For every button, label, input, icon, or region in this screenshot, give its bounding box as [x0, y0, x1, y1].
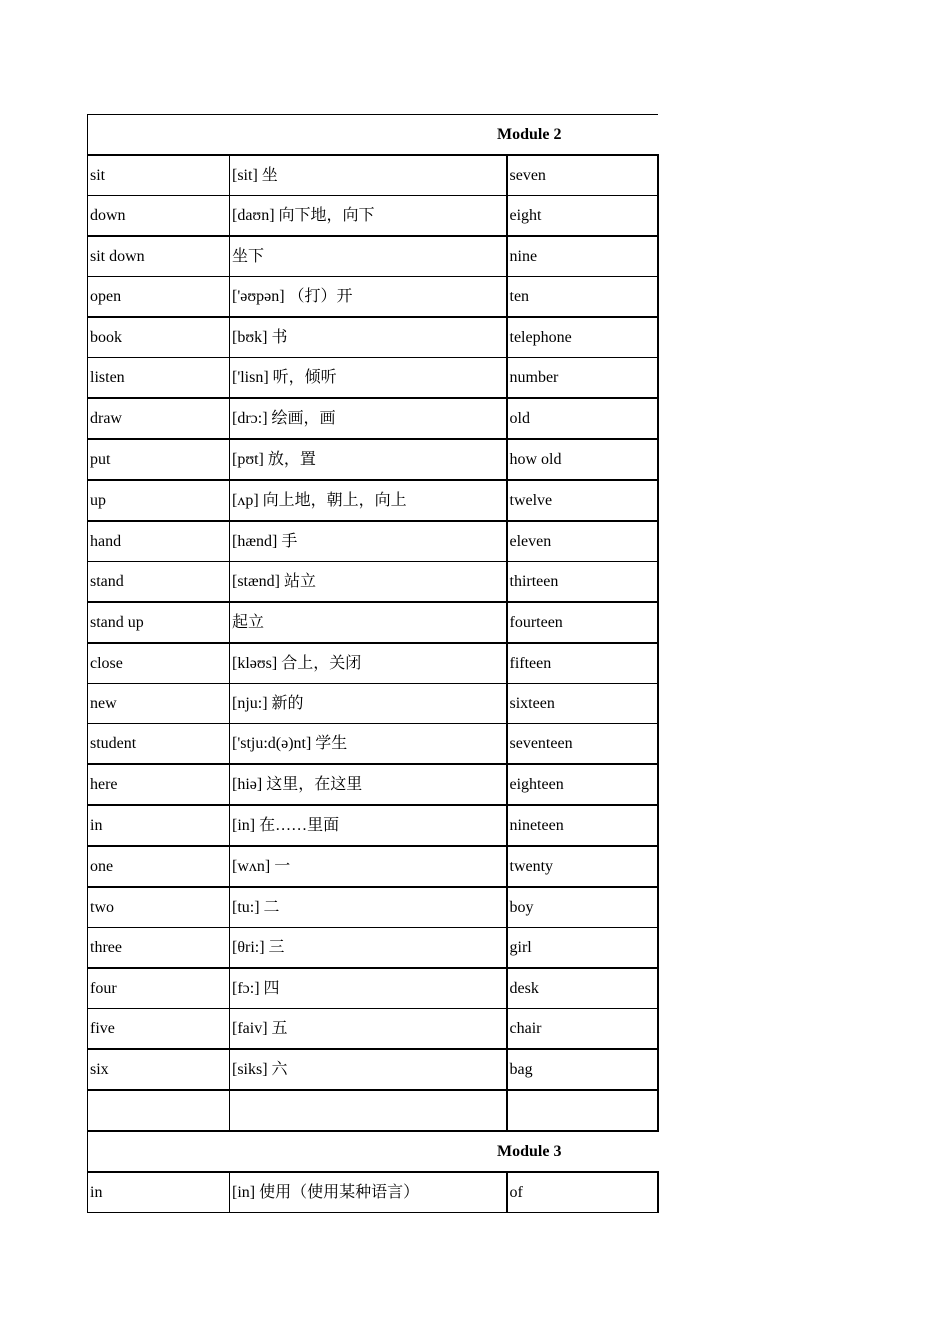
- definition-cell: [nju:] 新的: [230, 684, 507, 724]
- extra-word-cell: sixteen: [507, 684, 658, 724]
- extra-word-cell: eleven: [507, 521, 658, 562]
- extra-word-cell: chair: [507, 1009, 658, 1050]
- word-cell: up: [88, 480, 230, 521]
- extra-word-cell: telephone: [507, 317, 658, 358]
- vocabulary-row: [88, 1172, 658, 1213]
- word-cell: sit: [88, 155, 230, 196]
- extra-word-cell: twenty: [507, 846, 658, 887]
- vocabulary-row: [88, 805, 658, 846]
- vocabulary-row: [88, 1009, 658, 1050]
- word-cell: sit down: [88, 236, 230, 277]
- extra-word-cell: eighteen: [507, 764, 658, 805]
- word-cell: here: [88, 764, 230, 805]
- word-cell: draw: [88, 398, 230, 439]
- extra-word-cell: ten: [507, 277, 658, 318]
- word-cell: student: [88, 724, 230, 765]
- vocabulary-row: [88, 643, 658, 684]
- extra-word-cell: number: [507, 358, 658, 399]
- vocabulary-row: [88, 521, 658, 562]
- vocabulary-row: [88, 277, 658, 318]
- module-header-row: [88, 115, 658, 156]
- definition-cell: [drɔ:] 绘画，画: [230, 398, 507, 439]
- word-cell: five: [88, 1009, 230, 1050]
- vocabulary-row: [88, 764, 658, 805]
- definition-cell: [stænd] 站立: [230, 562, 507, 603]
- extra-word-cell: old: [507, 398, 658, 439]
- module-title: Module 2: [497, 126, 562, 143]
- definition-cell: [230, 1090, 507, 1131]
- word-cell: close: [88, 643, 230, 684]
- vocabulary-table-body: [88, 115, 658, 1213]
- vocabulary-row: [88, 562, 658, 603]
- definition-cell: ['lisn] 听，倾听: [230, 358, 507, 399]
- module-header-cell: [88, 1131, 658, 1172]
- word-cell: book: [88, 317, 230, 358]
- extra-word-cell: seven: [507, 155, 658, 196]
- word-cell: in: [88, 805, 230, 846]
- extra-word-cell: of: [507, 1172, 658, 1213]
- extra-word-cell: eight: [507, 196, 658, 237]
- vocabulary-row: [88, 887, 658, 928]
- extra-word-cell: bag: [507, 1049, 658, 1090]
- vocabulary-row: [88, 602, 658, 643]
- definition-cell: [pʊt] 放，置: [230, 439, 507, 480]
- vocabulary-table: [87, 114, 659, 1213]
- extra-word-cell: thirteen: [507, 562, 658, 603]
- vocabulary-row: [88, 155, 658, 196]
- word-cell: four: [88, 968, 230, 1009]
- word-cell: [88, 1090, 230, 1131]
- word-cell: down: [88, 196, 230, 237]
- vocabulary-row: [88, 684, 658, 724]
- definition-cell: [siks] 六: [230, 1049, 507, 1090]
- word-cell: stand up: [88, 602, 230, 643]
- extra-word-cell: twelve: [507, 480, 658, 521]
- word-cell: three: [88, 928, 230, 969]
- definition-cell: ['stju:d(ə)nt] 学生: [230, 724, 507, 765]
- definition-cell: [hænd] 手: [230, 521, 507, 562]
- word-cell: open: [88, 277, 230, 318]
- definition-cell: [daʊn] 向下地，向下: [230, 196, 507, 237]
- definition-cell: 坐下: [230, 236, 507, 277]
- definition-cell: [θri:] 三: [230, 928, 507, 969]
- definition-cell: [wʌn] 一: [230, 846, 507, 887]
- word-cell: put: [88, 439, 230, 480]
- word-cell: stand: [88, 562, 230, 603]
- vocabulary-row: [88, 480, 658, 521]
- vocabulary-row: [88, 928, 658, 969]
- extra-word-cell: fifteen: [507, 643, 658, 684]
- definition-cell: [sit] 坐: [230, 155, 507, 196]
- vocabulary-row: [88, 398, 658, 439]
- definition-cell: [in] 使用（使用某种语言）: [230, 1172, 507, 1213]
- vocabulary-row: [88, 846, 658, 887]
- extra-word-cell: boy: [507, 887, 658, 928]
- definition-cell: 起立: [230, 602, 507, 643]
- vocabulary-row: [88, 196, 658, 237]
- definition-cell: ['əʊpən] （打）开: [230, 277, 507, 318]
- extra-word-cell: desk: [507, 968, 658, 1009]
- extra-word-cell: nine: [507, 236, 658, 277]
- definition-cell: [faiv] 五: [230, 1009, 507, 1050]
- vocabulary-sheet: [87, 114, 657, 1213]
- module-title: Module 3: [497, 1143, 562, 1160]
- word-cell: listen: [88, 358, 230, 399]
- definition-cell: [in] 在……里面: [230, 805, 507, 846]
- module-header-cell: [88, 115, 658, 156]
- definition-cell: [ʌp] 向上地，朝上，向上: [230, 480, 507, 521]
- vocabulary-row: [88, 236, 658, 277]
- extra-word-cell: [507, 1090, 658, 1131]
- vocabulary-row: [88, 1090, 658, 1131]
- extra-word-cell: nineteen: [507, 805, 658, 846]
- word-cell: in: [88, 1172, 230, 1213]
- word-cell: new: [88, 684, 230, 724]
- word-cell: six: [88, 1049, 230, 1090]
- vocabulary-row: [88, 439, 658, 480]
- extra-word-cell: fourteen: [507, 602, 658, 643]
- word-cell: one: [88, 846, 230, 887]
- vocabulary-row: [88, 968, 658, 1009]
- extra-word-cell: how old: [507, 439, 658, 480]
- extra-word-cell: seventeen: [507, 724, 658, 765]
- extra-word-cell: girl: [507, 928, 658, 969]
- definition-cell: [fɔ:] 四: [230, 968, 507, 1009]
- word-cell: two: [88, 887, 230, 928]
- word-cell: hand: [88, 521, 230, 562]
- definition-cell: [tu:] 二: [230, 887, 507, 928]
- vocabulary-row: [88, 1049, 658, 1090]
- definition-cell: [kləʊs] 合上，关闭: [230, 643, 507, 684]
- definition-cell: [bʊk] 书: [230, 317, 507, 358]
- vocabulary-row: [88, 317, 658, 358]
- vocabulary-row: [88, 358, 658, 399]
- definition-cell: [hiə] 这里，在这里: [230, 764, 507, 805]
- vocabulary-row: [88, 724, 658, 765]
- module-header-row: [88, 1131, 658, 1172]
